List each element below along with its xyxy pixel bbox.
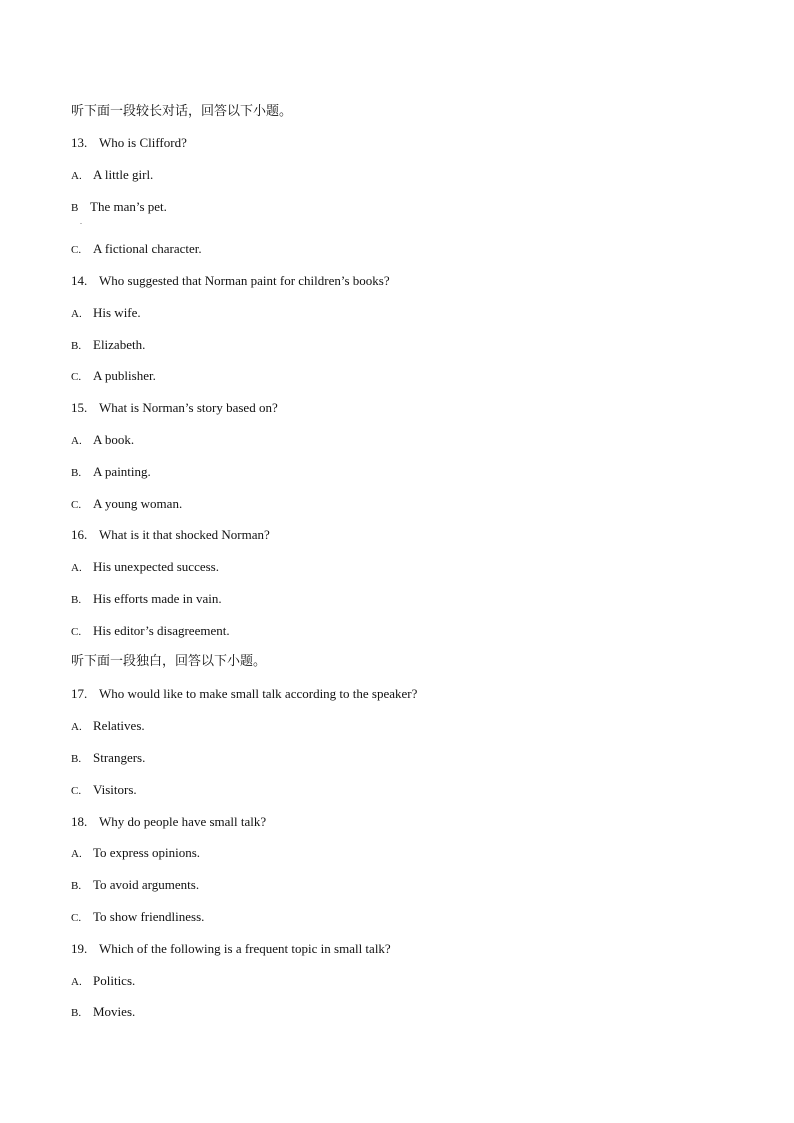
stray-dot: . [80,217,82,226]
option-text: His wife. [93,305,141,320]
option-text: Movies. [93,1004,136,1019]
option-label: C. [71,244,82,256]
question-text: Why do people have small talk? [99,814,267,829]
option-label: A. [71,308,82,320]
question-14-option-a [71,305,141,322]
option-text: A book. [93,432,135,447]
option-label: A. [71,976,82,988]
option-text: A publisher. [93,368,156,383]
option-text: A painting. [93,464,151,479]
option-label: B. [71,880,82,892]
question-17-option-c [71,782,137,799]
question-19-option-a [71,973,135,990]
question-number: 13. [71,135,88,150]
option-text: A little girl. [93,167,154,182]
question-16-option-a [71,559,219,576]
option-label: C. [71,499,82,511]
question-text: Who would like to make small talk according to the speaker? [99,686,418,701]
question-15-option-b [71,464,151,481]
option-label: C. [71,912,82,924]
option-label: B. [71,340,82,352]
question-15-option-a [71,432,134,449]
question-17-option-a [71,718,145,735]
question-number: 18. [71,814,88,829]
option-text: To avoid arguments. [93,877,200,892]
question-text: What is it that shocked Norman? [99,527,270,542]
question-18 [71,814,266,830]
question-13-option-b [71,199,167,216]
option-text: A young woman. [93,496,183,511]
option-label: A. [71,435,82,447]
question-15-option-c [71,496,182,513]
question-19 [71,941,391,957]
question-13-option-a [71,167,153,184]
option-text: His unexpected success. [93,559,219,574]
section-instruction-monologue: 听下面一段独白，回答以下小题。 [71,654,267,669]
section-instruction-dialogue: 听下面一段较长对话，回答以下小题。 [71,104,293,119]
question-13-option-c [71,241,202,258]
option-label: B. [71,594,82,606]
option-label: B [71,202,79,214]
question-16 [71,527,270,543]
option-text: Elizabeth. [93,337,146,352]
question-text: Which of the following is a frequent topic in small talk? [99,941,391,956]
question-13 [71,135,187,151]
question-number: 19. [71,941,88,956]
option-text: To show friendliness. [93,909,205,924]
question-text: Who is Clifford? [99,135,187,150]
question-text: What is Norman’s story based on? [99,400,278,415]
option-label: B. [71,467,82,479]
option-text: Relatives. [93,718,145,733]
question-16-option-c [71,623,230,640]
option-label: A. [71,170,82,182]
option-label: A. [71,562,82,574]
option-label: B. [71,1007,82,1019]
question-18-option-b [71,877,199,894]
option-label: C. [71,371,82,383]
option-text: Politics. [93,973,136,988]
question-16-option-b [71,591,222,608]
question-number: 17. [71,686,88,701]
option-label: A. [71,721,82,733]
question-14-option-b [71,337,145,354]
option-text: Strangers. [93,750,146,765]
question-18-option-a [71,845,200,862]
question-19-option-b [71,1004,135,1021]
question-text: Who suggested that Norman paint for children’s books? [99,273,390,288]
question-17 [71,686,417,702]
option-text: A fictional character. [93,241,202,256]
question-number: 16. [71,527,88,542]
question-14 [71,273,390,289]
option-text: His editor’s disagreement. [93,623,230,638]
question-15 [71,400,278,416]
option-label: B. [71,753,82,765]
option-label: A. [71,848,82,860]
option-text: Visitors. [93,782,137,797]
option-text: To express opinions. [93,845,201,860]
option-text: The man’s pet. [90,199,167,214]
question-18-option-c [71,909,204,926]
question-number: 14. [71,273,88,288]
question-14-option-c [71,368,156,385]
option-text: His efforts made in vain. [93,591,222,606]
option-label: C. [71,626,82,638]
option-label: C. [71,785,82,797]
question-17-option-b [71,750,145,767]
question-number: 15. [71,400,88,415]
